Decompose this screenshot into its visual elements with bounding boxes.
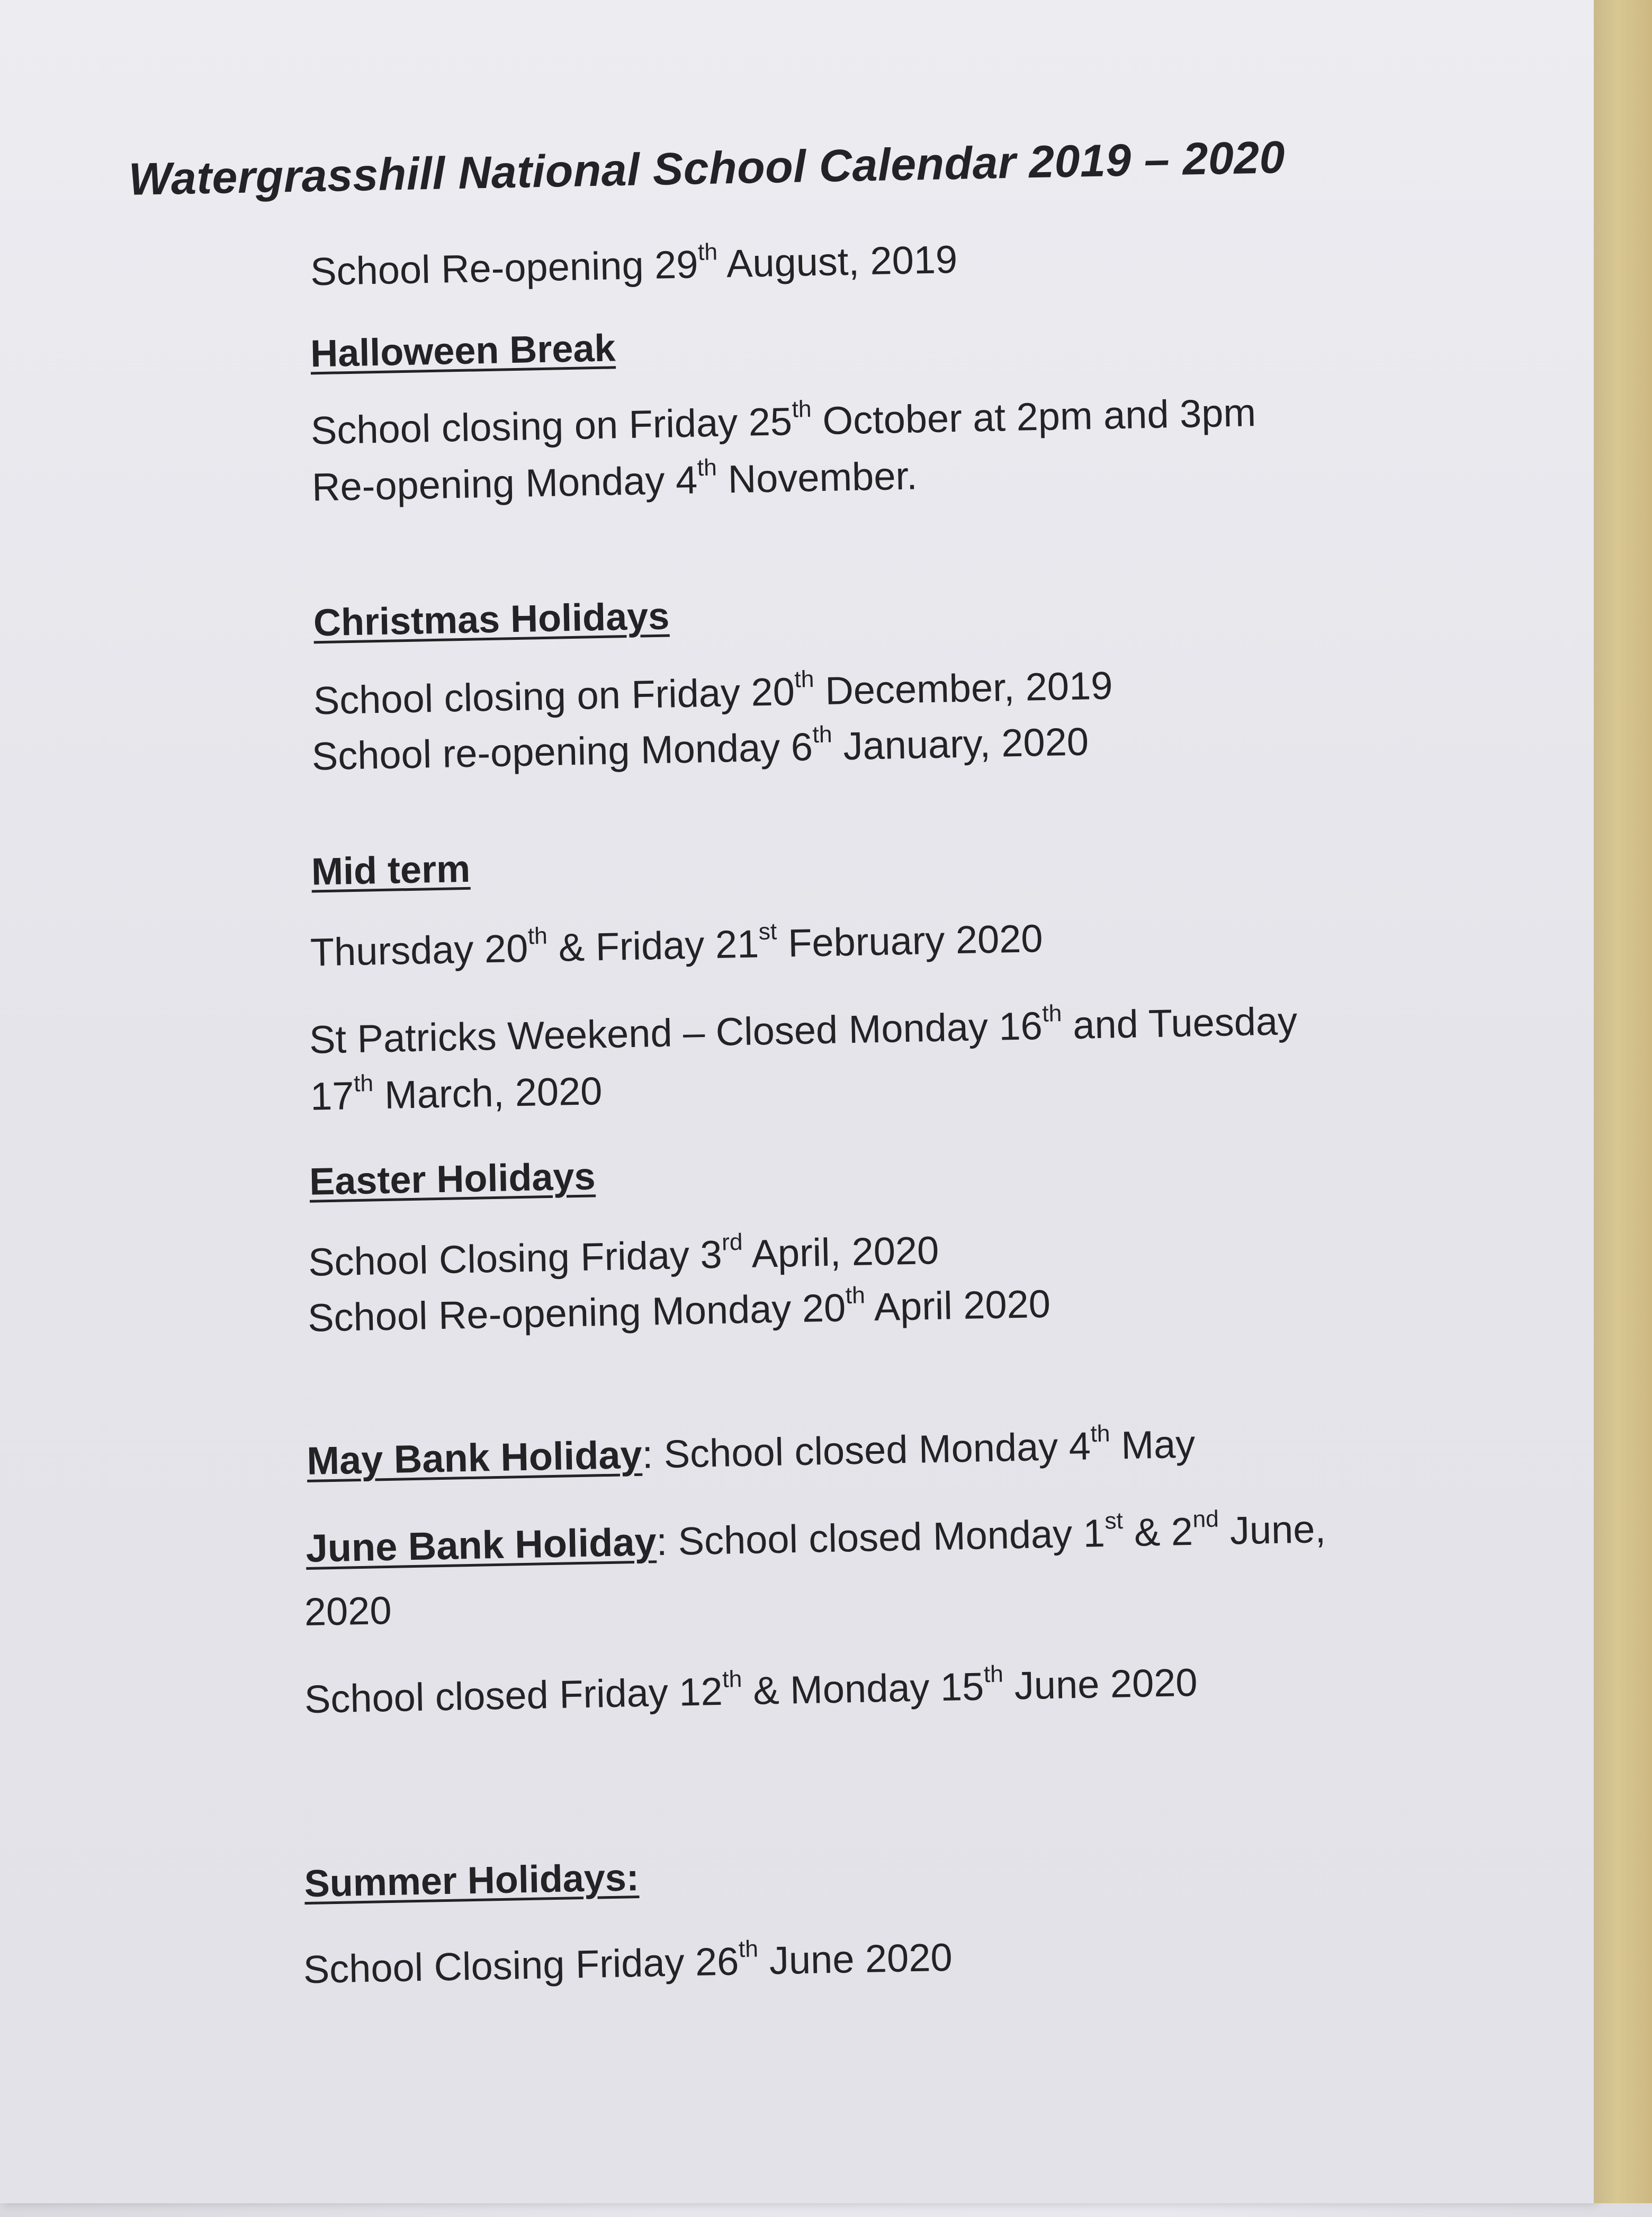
document-title: Watergrasshill National School Calendar 2019 – 2020 [128,131,1286,205]
summer-closing-line: School Closing Friday 26th June 2020 [303,1935,953,1992]
halloween-closing-line: School closing on Friday 25th October at 2pm and 3pm [310,390,1256,453]
midterm-heading: Mid term [311,847,471,893]
christmas-reopening-line: School re-opening Monday 6th January, 2020 [311,719,1089,779]
easter-closing-line: School Closing Friday 3rd April, 2020 [308,1228,940,1284]
midterm-dates-line: Thursday 20th & Friday 21st February 2020 [310,916,1044,975]
summer-heading: Summer Holidays: [303,1856,640,1906]
christmas-closing-line: School closing on Friday 20th December, 2019 [313,663,1114,723]
stpatricks-line-2: 17th March, 2020 [310,1069,603,1119]
christmas-heading: Christmas Holidays [313,595,670,645]
halloween-heading: Halloween Break [310,327,616,376]
easter-heading: Easter Holidays [309,1155,596,1203]
stpatricks-line-1: St Patricks Weekend – Closed Monday 16th and Tuesday [309,998,1298,1062]
june-bank-holiday-line: June Bank Holiday: School closed Monday 1st & 2nd June, [305,1506,1326,1570]
may-bank-holiday-line: May Bank Holiday: School closed Monday 4th May [306,1420,1196,1483]
june-closure-line: School closed Friday 12th & Monday 15th June 2020 [304,1660,1198,1722]
june-bank-holiday-heading: June Bank Holiday [305,1519,657,1570]
easter-reopening-line: School Re-opening Monday 20th April 2020 [307,1281,1051,1340]
june-bank-holiday-year: 2020 [304,1588,392,1634]
reopening-line: School Re-opening 29th August, 2019 [310,237,958,294]
halloween-reopening-line: Re-opening Monday 4th November. [311,453,918,509]
may-bank-holiday-heading: May Bank Holiday [306,1432,643,1483]
